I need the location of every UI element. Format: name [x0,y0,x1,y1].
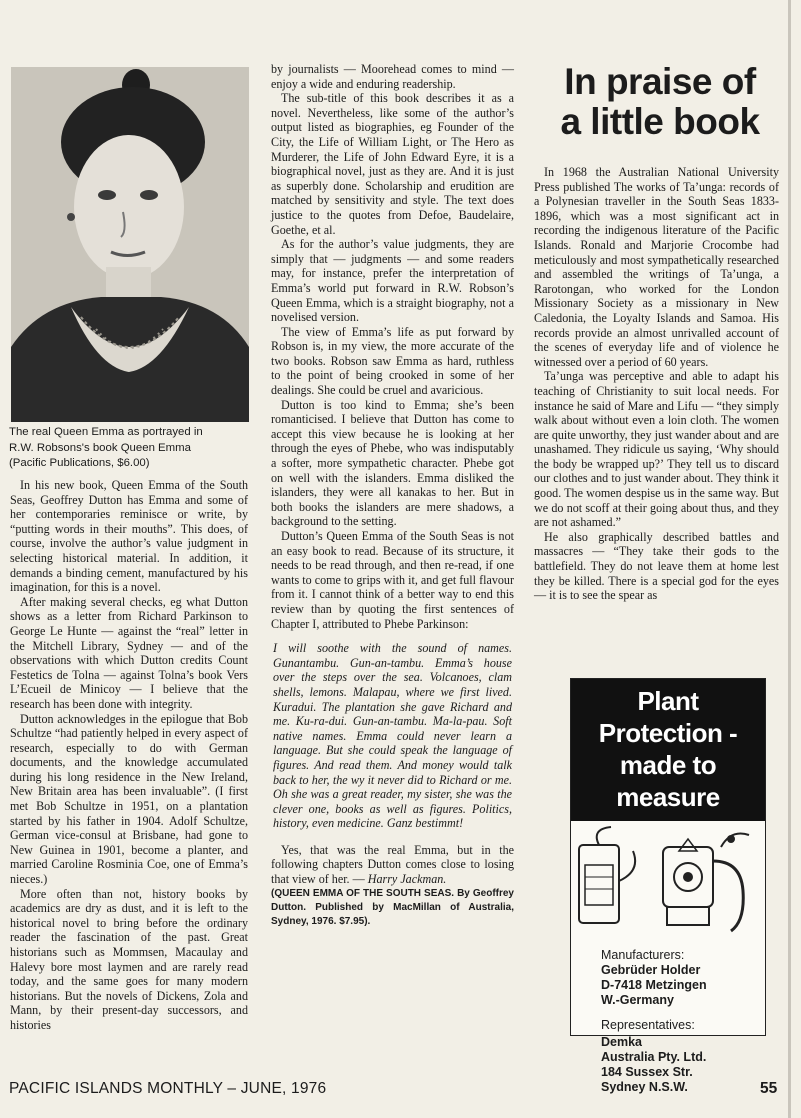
review-paragraph: Dutton acknowledges in the epilogue that Bob Schultze “had patiently helped in every aspect of research, especially to do with German documents, and the knowledge accumulated during his long residence in the New Ireland, New Britain area has been invaluable”. (I first met Bob Schultze in 1951, on a plantation started by his father in 1904. Adolf Schultze, German vice-consul at Brisbane, had gone to New Guinea in 1901, become a planter, and married Caroline Rosminia Coe, one of Emma’s nieces.) [10,711,248,887]
review-paragraph: In his new book, Queen Emma of the South Seas, Geoffrey Dutton has Emma and some of her contemporaries reminisce or write, by “putting words in their mouths”. This does, of course, involve the author’s value judgment in selecting historical material. In addition, it demands a binding cement, manufactured by his imagination, for this is a novel. [10,478,248,595]
review-paragraph: Dutton is too kind to Emma; she’s been romanticised. I believe that Dutton has come to accept this view because he is looking at her through the eyes of Phebe, who was indisputably a softer, more sympathetic character. Phebe got on well with the islanders. Emma disliked the islanders, they were all kanakas to her. But in both books the islanders are mere shadows, a background to the setting. [271,397,514,529]
review-paragraph: by journalists — Moorehead comes to mind — enjoy a wide and enduring readership. [271,62,514,91]
caption-line: (Pacific Publications, $6.00) [9,457,150,469]
representative-city: Sydney N.S.W. [601,1080,688,1094]
review-paragraph: As for the author’s value judgments, they are simply that — judgments — and some readers may, for instance, prefer the interpretation of Emma’s world put forward in R.W. Robson’s Queen Emma, which is a straight biography, not a novelised version. [271,237,514,325]
closing-text: Yes, that was the real Emma, but in the following chapters Dutton comes close to losing that view of her. — [271,842,514,887]
manufacturer-name: Gebrüder Holder [601,963,701,977]
review-paragraph: The view of Emma’s life as put forward by Robson is, in my view, the more accurate of the two books. Robson saw Emma as hard, ruthless to the point of being crooked in some of her dealings. She could be cruel and avaricious. [271,324,514,398]
review-paragraph: Dutton’s Queen Emma of the South Seas is not an easy book to read. Because of its structure, it needs to be read through, and then re-read, if one wants to come to grips with it, and get full flavour from it. I cannot think of a better way to end this review than by quoting the first sentences of Chapter I, attributed to Phebe Parkinson: [271,529,514,631]
byline: Harry Jackman. [367,872,447,887]
review-column-1 [10,478,248,1033]
article-headline [540,62,780,142]
block-quote [273,641,512,831]
ad-manufacturers [571,944,765,1008]
ad-representatives [571,1008,765,1095]
queen-emma-photo [11,67,249,422]
manufacturer-city: D-7418 Metzingen [601,978,707,992]
ad-headline [571,679,765,821]
article-paragraph: He also graphically described battles and massacres — “They take their gods to the battlefield. They do not leave them at home lest they be killed. There is a special god for the eyes — it is to see the spear as [534,529,779,603]
book-credit: (QUEEN EMMA OF THE SOUTH SEAS. By Geoffrey Dutton. Published by MacMillan of Australia, Sydney, 1976. $7.95). [271,887,514,927]
publication-footer: PACIFIC ISLANDS MONTHLY – JUNE, 1976 [9,1080,327,1097]
article-paragraph: Ta’unga was perceptive and able to adapt his teaching of Christianity to suit local needs. For instance he said of Mare and Lifu — “they simply walk about without even a loin cloth. The women are quite unworthy, they just wander about and are unashamed. They ridicule us saying, ‘Why should the body be wrapped up?’ They tell us to discard our clothes and to just wander about. They think it good. The women despise us in the same way. But we do not scoff at their going about thus, and they are not ashamed.” [534,369,779,530]
caption-line: R.W. Robsons's book Queen Emma [9,441,191,454]
review-paragraph: The sub-title of this book describes it as a novel. Nevertheless, like some of the author’s output listed as biographies, eg Founder of the City, the Life of William Light, or The Hero as Murderer, the Life of John Edward Eyre, it is a biographical novel, just as they are. And it is just as superbly done. Scholarship and erudition are matched by sensitivity and style. The text does justice to the quotes from Defoe, Baudelaire, Goethe, et al. [271,91,514,237]
manufacturers-label: Manufacturers: [601,948,685,962]
article-column [534,165,779,603]
headline-line: In praise of [564,61,756,102]
representative-name: Demka [601,1035,642,1049]
ad-title-line: Plant Protection - [598,686,738,748]
photo-caption [9,425,254,472]
headline-line: a little book [560,101,760,142]
page-edge-shadow [788,0,791,1118]
ad-title-line: made to measure [616,750,720,812]
sprayer-illustration [571,821,765,939]
review-paragraph: After making several checks, eg what Dutton shows as a letter from Richard Parkinson to George Le Hunte — against the “real” letter in the Mitchell Library, Sydney — and of the observations with which Dutton credits Count Festetics de Tolna — against Tolna’s book Vers L’Ecueil de Minicoy — I believe that the research has been done with integrity. [10,594,248,711]
quote-text: I will soothe with the sound of names. Gunantambu. Gun-an-tambu. Emma’s house over the steps over the sea. Volcanoes, clam shells, lemons. Malapau, where we first lived. Kuradui. The plantation she gave Richard and me. Ku-ra-dui. Gun-an-tambu. Ma-la-pau. Soft native names. Emma could never learn a language. But she could speak the language of figures. And read them. And money would talk back to her, the wy it never did to Richard or me. Oh she was a great reader, my sister, she was the clever one, books as well as figures. Politics, history, even medicine. Ganz bestimmt! [273,641,512,831]
review-paragraph: More often than not, history books by academics are dry as dust, and it is left to the historical novel to bring before the ordinary reader the fascination of the past. Great historians such as Mommsen, Macaulay and Halevy bore most laymen and are rarely read today, and the same goes for many modern historians. But the novels of Dickens, Zola and Mann, by their present-day successors, and histories [10,886,248,1032]
representative-company: Australia Pty. Ltd. [601,1050,707,1064]
caption-line: The real Queen Emma as portrayed in [9,426,203,438]
page-number: 55 [760,1080,778,1097]
manufacturer-country: W.-Germany [601,993,674,1007]
representatives-label: Representatives: [601,1018,695,1032]
article-paragraph: In 1968 the Australian National University Press published The works of Ta’unga: records of a Polynesian traveller in the South Seas 1833-1896, which was a most significant act in recording the indigenous literature of the Pacific Islands. Ronald and Marjorie Crocombe had meticulously and most sympathetically researched and assembled the writings of Ta’unga, a Rarotongan, who worked for the London Missionary Society as a missionary in New Caledonia, the Loyalty Islands and Samoa. His records provide an almost unrivalled account of the scenes of everyday life and of violence he witnessed over a period of 60 years. [534,165,779,369]
portrait-illustration [11,67,249,422]
review-column-2 [271,62,514,929]
representative-street: 184 Sussex Str. [601,1065,693,1079]
review-closing [271,843,514,887]
advertisement [570,678,766,1094]
